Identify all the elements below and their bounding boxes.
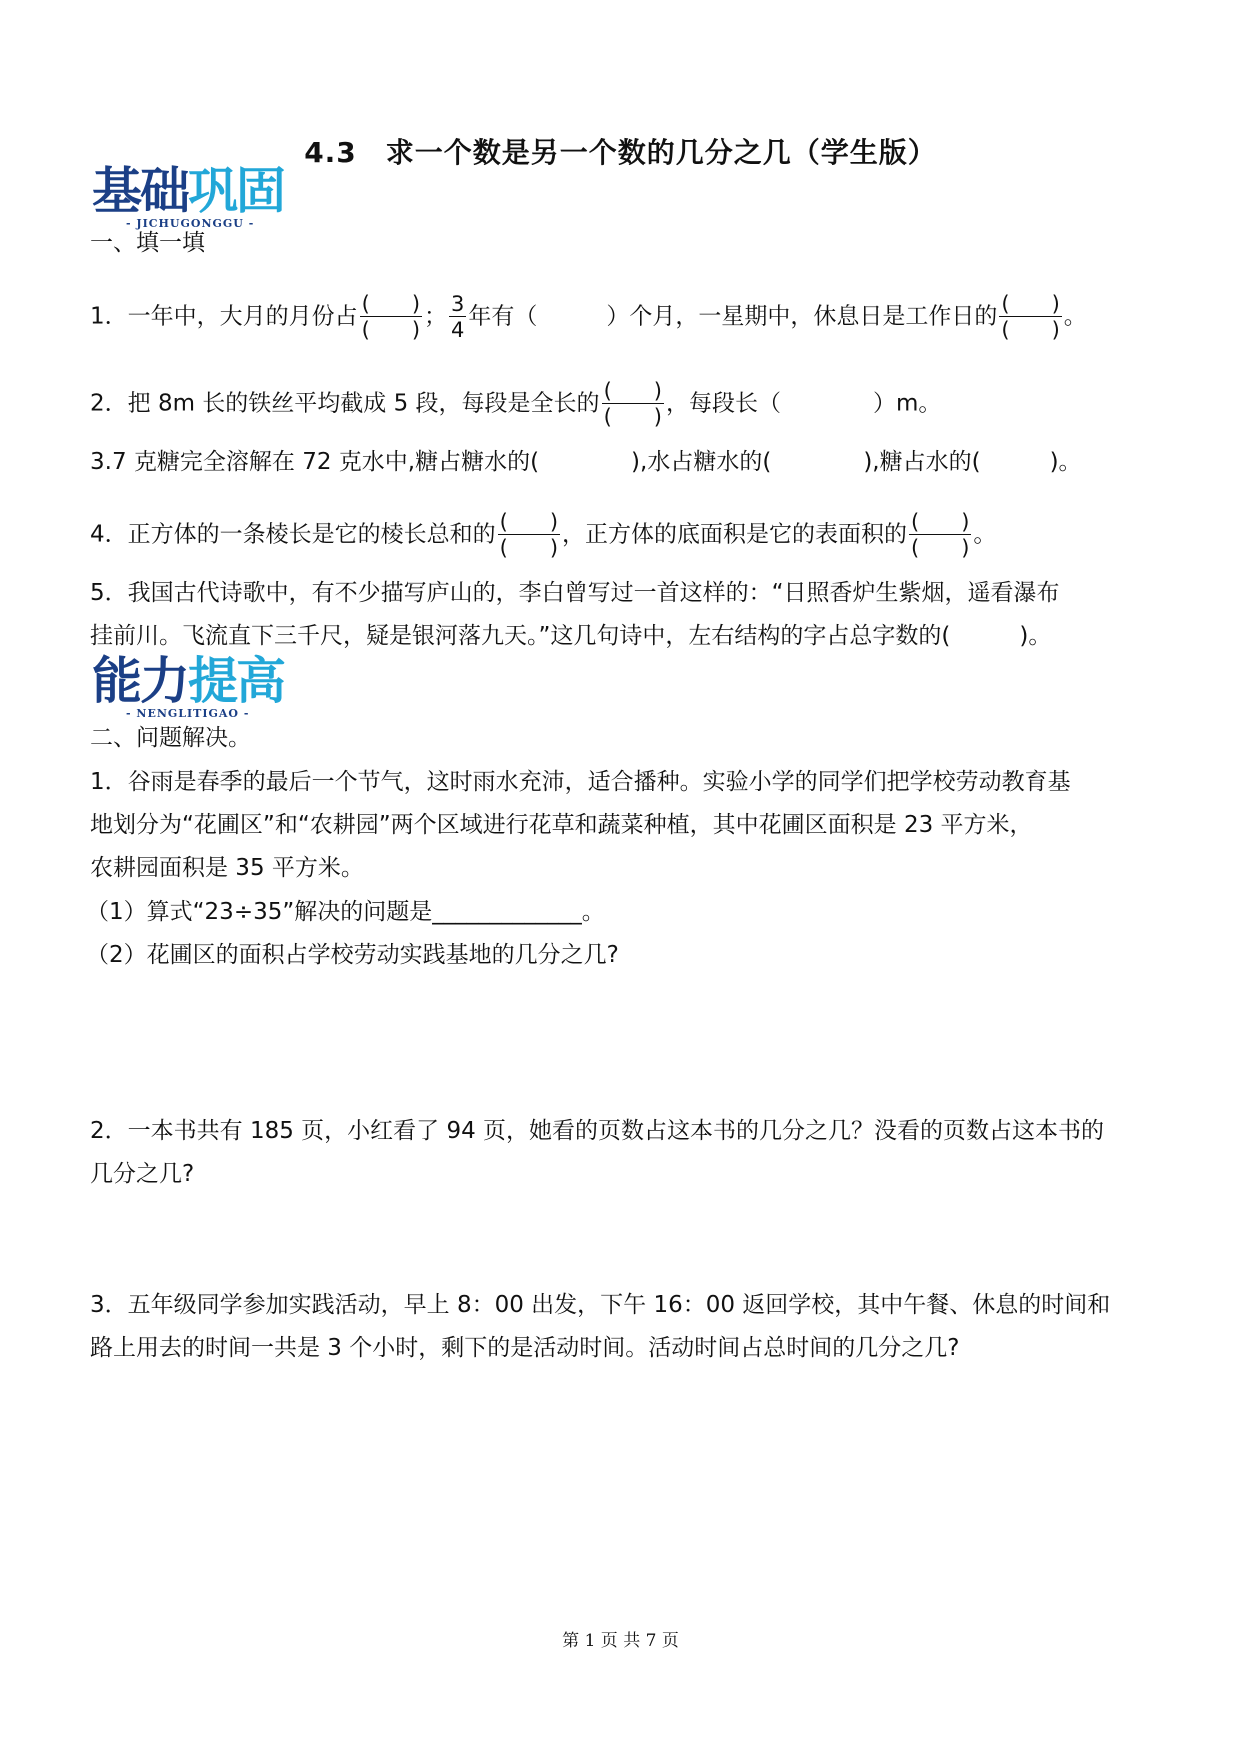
blank-numerator: ( ) — [911, 510, 970, 534]
blank-denominator: ( ) — [911, 536, 970, 560]
section-heading-1: 一、填一填 — [90, 230, 205, 256]
question-1-text-a: 1．一年中，大月的月份占 — [90, 303, 358, 330]
question-1-text-b: ； — [424, 303, 448, 330]
blank-numerator: ( ) — [499, 510, 559, 534]
blank-fraction[interactable] — [360, 292, 422, 342]
banner-jichugonggu-part1: 基础 — [92, 162, 188, 220]
fraction-numerator: 3 — [451, 292, 465, 316]
blank-numerator: ( ) — [1001, 292, 1060, 316]
problem-3-line-1: 3．五年级同学参加实践活动，早上 8：00 出发，下午 16：00 返回学校，其中午餐、休息的时间和 — [90, 1292, 1111, 1318]
problem-3-line-2: 路上用去的时间一共是 3 个小时，剩下的是活动时间。活动时间占总时间的几分之几? — [90, 1335, 960, 1361]
blank-denominator: ( ) — [1001, 318, 1060, 342]
question-4-text-c: 。 — [973, 521, 997, 548]
question-1-text-d: 。 — [1063, 303, 1087, 330]
blank-numerator: ( ) — [361, 292, 421, 316]
blank-fraction[interactable] — [602, 379, 664, 429]
question-4-text-a: 4．正方体的一条棱长是它的棱长总和的 — [90, 521, 496, 548]
question-2-text-a: 2．把 8m 长的铁丝平均截成 5 段，每段是全长的 — [90, 390, 600, 417]
question-2-text-b: ，每段长（ ）m。 — [665, 390, 942, 417]
fraction-denominator: 4 — [451, 318, 465, 342]
blank-denominator: ( ) — [361, 318, 421, 342]
banner-jichugonggu-sub: - JICHUGONGGU - — [126, 217, 255, 230]
problem-2-line-2: 几分之几? — [90, 1161, 195, 1187]
problem-1-sub-1: （1）算式“23÷35”解决的问题是_____________。 — [86, 899, 605, 925]
question-3: 3.7 克糖完全溶解在 72 克水中,糖占糖水的( ),水占糖水的( ),糖占水的( )。 — [90, 449, 1082, 475]
question-2 — [90, 379, 942, 429]
question-1 — [90, 292, 1087, 342]
fraction-three-quarters — [449, 292, 466, 342]
question-4-text-b: ，正方体的底面积是它的表面积的 — [562, 521, 908, 548]
problem-1-line-1: 1．谷雨是春季的最后一个节气，这时雨水充沛，适合播种。实验小学的同学们把学校劳动教育基 — [90, 769, 1071, 795]
question-5-line-1: 5．我国古代诗歌中，有不少描写庐山的，李白曾写过一首这样的：“日照香炉生紫烟，遥看瀑布 — [90, 580, 1060, 606]
blank-denominator: ( ) — [499, 536, 559, 560]
banner-jichugonggu-part2: 巩固 — [188, 162, 284, 220]
blank-fraction[interactable] — [498, 510, 560, 560]
blank-numerator: ( ) — [603, 379, 662, 403]
section-heading-2: 二、问题解决。 — [90, 725, 251, 751]
blank-fraction[interactable] — [999, 292, 1061, 342]
question-4 — [90, 510, 997, 560]
banner-jichugonggu — [92, 162, 284, 230]
page-footer: 第 1 页 共 7 页 — [562, 1631, 679, 1651]
question-1-text-c: 年有（ ）个月，一星期中，休息日是工作日的 — [468, 303, 998, 330]
problem-1-sub-2: （2）花圃区的面积占学校劳动实践基地的几分之几? — [86, 942, 619, 968]
banner-nenglitigao — [92, 652, 284, 720]
blank-denominator: ( ) — [603, 405, 662, 429]
question-5-line-2: 挂前川。飞流直下三千尺，疑是银河落九天。”这几句诗中，左右结构的字占总字数的( )。 — [90, 623, 1052, 649]
banner-nenglitigao-part2: 提高 — [188, 652, 284, 710]
banner-nenglitigao-part1: 能力 — [92, 652, 188, 710]
problem-1-line-2: 地划分为“花圃区”和“农耕园”两个区域进行花草和蔬菜种植，其中花圃区面积是 23 平方米， — [90, 812, 1033, 838]
banner-nenglitigao-sub: - NENGLITIGAO - — [126, 707, 250, 720]
page-title: 4.3 求一个数是另一个数的几分之几（学生版） — [304, 136, 937, 169]
blank-fraction[interactable] — [909, 510, 971, 560]
problem-1-line-3: 农耕园面积是 35 平方米。 — [90, 855, 364, 881]
problem-2-line-1: 2．一本书共有 185 页，小红看了 94 页，她看的页数占这本书的几分之几？没看的页数占这本书的 — [90, 1118, 1105, 1144]
